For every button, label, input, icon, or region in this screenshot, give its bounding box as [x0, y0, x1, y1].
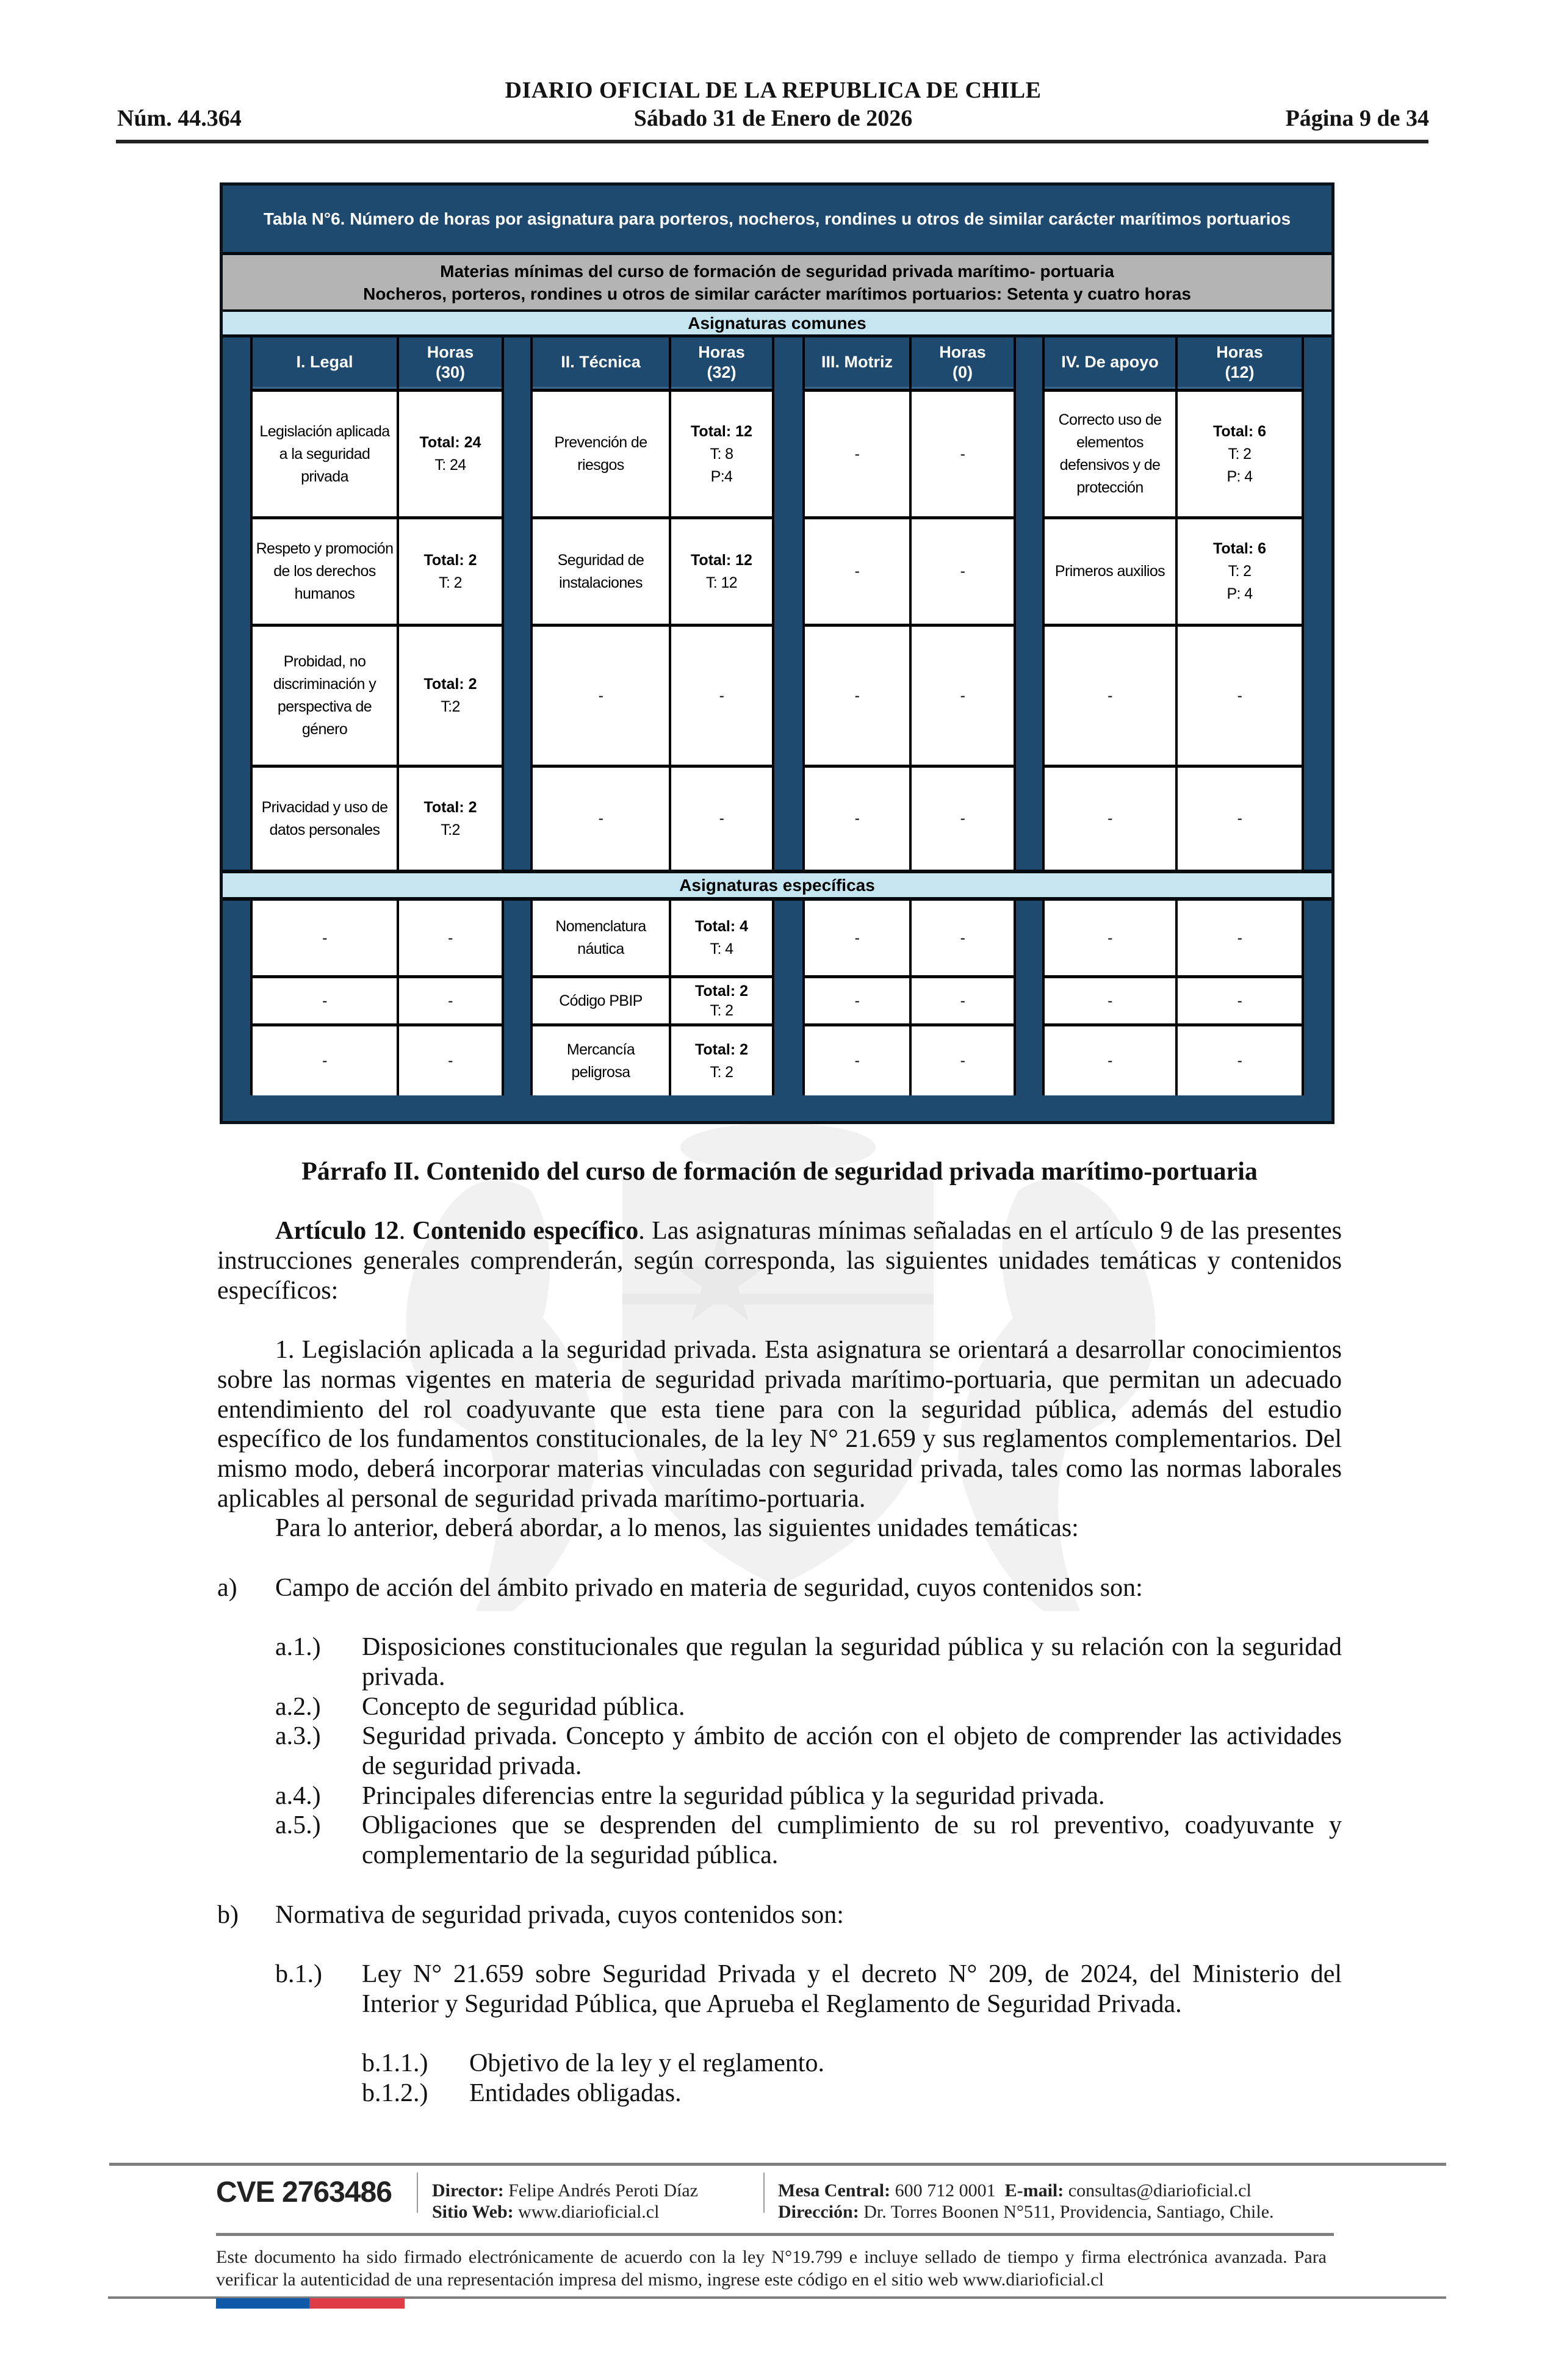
email-link[interactable]: consultas@diarioficial.cl	[1068, 2180, 1252, 2201]
sublist-b1	[217, 2049, 1342, 2108]
hours-breakdown: T: 2	[1228, 445, 1252, 463]
list-text: Campo de acción del ámbito privado en materia de seguridad, cuyos contenidos son:	[275, 1573, 1143, 1602]
flag-stripe-red	[309, 2298, 405, 2309]
page-indicator: Página 9 de 34	[1285, 106, 1429, 131]
hours-cell	[399, 1026, 502, 1095]
subject-cell: Legislación aplicada a la seguridad privada	[253, 392, 397, 516]
table-subtitle-line: Materias mínimas del curso de formación de seguridad privada marítimo- portuaria	[440, 261, 1114, 281]
sublist-a	[217, 1632, 1342, 1870]
hours-empty: -	[960, 810, 965, 827]
article-number: Artículo 12	[275, 1217, 399, 1246]
subject-cell: -	[805, 519, 909, 624]
subject-cell: -	[1045, 978, 1175, 1023]
footer-middle-rule	[216, 2233, 1334, 2236]
phone-number: 600 712 0001	[895, 2180, 996, 2201]
hours-total: Total: 2	[423, 798, 477, 816]
hours-cell	[399, 901, 502, 975]
hours-empty: -	[1237, 929, 1242, 947]
area-name: I. Legal	[296, 353, 353, 371]
hours-total: Total: 6	[1212, 422, 1267, 440]
area-name: II. Técnica	[561, 353, 641, 371]
hours-cell	[399, 392, 502, 516]
sublist-label: a.2.)	[275, 1692, 321, 1721]
hours-cell	[1178, 519, 1302, 624]
hours-empty: -	[960, 687, 965, 704]
column-header-area	[1045, 337, 1175, 389]
hours-cell	[1178, 901, 1302, 975]
hours-empty: -	[960, 1052, 965, 1069]
subject-cell: -	[533, 627, 669, 765]
subject-cell: Nomenclatura náutica	[533, 901, 669, 975]
hours-breakdown: T: 2	[1228, 563, 1252, 580]
subject-cell: -	[1045, 901, 1175, 975]
issue-date: Sábado 31 de Enero de 2026	[633, 106, 913, 131]
hours-total: Total: 12	[691, 551, 752, 569]
section-common-subjects: Asignaturas comunes	[223, 312, 1331, 334]
hours-cell	[399, 519, 502, 624]
sublist-item	[275, 1811, 1342, 1870]
subject-cell: Prevención de riesgos	[533, 392, 669, 516]
hours-empty: -	[719, 687, 724, 704]
hours-empty: -	[719, 810, 724, 827]
subject-cell: -	[805, 392, 909, 516]
hours-total: (12)	[1225, 362, 1255, 381]
subject-cell: Correcto uso de elementos defensivos y de protección	[1045, 392, 1175, 516]
hours-breakdown: T: 4	[710, 940, 733, 957]
area-group-motriz-specific	[802, 901, 1016, 1095]
hours-empty: -	[960, 929, 965, 947]
hours-cell	[1178, 1026, 1302, 1095]
footer-director-column	[432, 2180, 698, 2223]
website-link[interactable]: www.diarioficial.cl	[518, 2202, 660, 2222]
subject-cell: -	[253, 1026, 397, 1095]
hours-breakdown: T: 8	[710, 445, 733, 463]
sublist-item	[275, 1692, 1342, 1722]
email-label: E-mail:	[1004, 2180, 1064, 2201]
hours-breakdown: T:2	[441, 698, 460, 715]
hours-empty: -	[960, 445, 965, 463]
hours-cell	[1178, 768, 1302, 870]
subsublist-text: Objetivo de la ley y el reglamento.	[469, 2049, 824, 2077]
footer-separator	[417, 2173, 418, 2213]
hours-cell	[671, 901, 772, 975]
hours-breakdown: T: 2	[710, 1063, 733, 1081]
item-1-followup: Para lo anterior, deberá abordar, a lo menos, las siguientes unidades temáticas:	[275, 1514, 1079, 1543]
article-text: . Las asignaturas mínimas señaladas en el artículo 9 de las presentes instrucciones generales comprenderán, según corresponda, las siguientes unidades temáticas y contenidos específicos:	[217, 1217, 1342, 1305]
subject-cell: -	[1045, 768, 1175, 870]
sublist-text: Obligaciones que se desprenden del cumplimiento de su rol preventivo, coadyuvante y complementario de la seguridad pública.	[362, 1811, 1342, 1870]
area-group-tecnica-specific	[530, 901, 774, 1095]
address-line	[778, 2201, 1274, 2223]
area-group-de-apoyo-specific	[1042, 901, 1304, 1095]
area-group-legal-specific	[250, 901, 504, 1095]
hours-total: Total: 4	[694, 918, 749, 935]
phone-label: Mesa Central:	[778, 2180, 891, 2201]
subsublist-label: b.1.1.)	[362, 2049, 428, 2077]
footer-separator	[763, 2173, 765, 2213]
hours-cell	[671, 519, 772, 624]
area-group-tecnica	[530, 337, 774, 870]
hours-total: (32)	[707, 362, 737, 381]
section-heading: Párrafo II. Contenido del curso de formación de seguridad privada marítimo-portuaria	[301, 1158, 1258, 1186]
list-label: b)	[217, 1900, 239, 1929]
article-paragraph	[217, 1216, 1342, 1305]
hours-cell	[671, 768, 772, 870]
sublist-label: b.1.)	[275, 1960, 322, 1988]
sublist-b	[217, 1960, 1342, 2019]
hours-breakdown: T: 12	[705, 574, 738, 591]
hours-empty: -	[1237, 810, 1242, 827]
hours-empty: -	[448, 1052, 453, 1069]
hours-cell	[399, 768, 502, 870]
section-specific-subjects: Asignaturas específicas	[223, 873, 1331, 897]
column-header-area	[533, 337, 669, 389]
hours-empty: -	[1237, 687, 1242, 704]
director-line	[432, 2180, 698, 2201]
cve-code: CVE 2763486	[216, 2176, 392, 2209]
hours-cell	[912, 392, 1014, 516]
hours-cell	[1178, 627, 1302, 765]
hours-cell	[1178, 978, 1302, 1023]
hours-cell	[671, 978, 772, 1023]
hours-breakdown: T: 24	[434, 456, 466, 474]
subject-cell: Primeros auxilios	[1045, 519, 1175, 624]
list-label: a)	[217, 1573, 237, 1602]
hours-total: Total: 24	[419, 434, 481, 451]
subject-cell: -	[805, 627, 909, 765]
hours-cell	[912, 978, 1014, 1023]
numbered-item-1: 1. Legislación aplicada a la seguridad privada. Esta asignatura se orientará a desarrollar conocimientos sobre las normas vigentes en materia de seguridad privada marítimo-portuaria, que permitan un adecuado entendimiento del rol coadyuvante que esta tiene para con la seguridad pública, además del estudio específico de los fundamentos constitucionales, de la ley N° 21.659 y sus reglamentos complementarios. Del mismo modo, deberá incorporar materias vinculadas con seguridad privada, tales como las normas laborales aplicables al personal de seguridad privada marítimo-portuaria.	[217, 1336, 1342, 1513]
hours-total: Total: 12	[691, 422, 752, 440]
area-group-motriz	[802, 337, 1016, 870]
hours-cell	[912, 519, 1014, 624]
hours-table	[220, 182, 1334, 1124]
subject-cell: -	[805, 901, 909, 975]
article-title: Contenido específico	[412, 1217, 639, 1246]
hours-empty: -	[960, 563, 965, 580]
list-item-a	[217, 1573, 1342, 1603]
subject-cell: -	[1045, 1026, 1175, 1095]
subject-cell: Mercancía peligrosa	[533, 1026, 669, 1095]
address-text: Dr. Torres Boonen N°511, Providencia, Santiago, Chile.	[863, 2202, 1274, 2222]
hours-empty: -	[1237, 992, 1242, 1009]
hours-label: Horas	[1216, 342, 1263, 361]
sublist-item	[275, 1632, 1342, 1692]
flag-stripe-blue	[216, 2298, 309, 2309]
hours-label: Horas	[698, 342, 745, 361]
hours-total: Total: 6	[1212, 540, 1267, 557]
subject-cell: -	[805, 768, 909, 870]
subsublist-text: Entidades obligadas.	[469, 2079, 682, 2107]
hours-breakdown: P:4	[710, 467, 733, 485]
hours-empty: -	[448, 929, 453, 947]
hours-cell	[671, 627, 772, 765]
signature-disclaimer: Este documento ha sido firmado electrónicamente de acuerdo con la ley N°19.799 e incluye sellado de tiempo y firma electrónica avanzada. Para verificar la autenticidad de una representación impresa del mismo, ingrese este código en el sitio web www.diarioficial.cl	[216, 2247, 1327, 2290]
hours-breakdown: P: 4	[1226, 585, 1253, 602]
hours-cell	[671, 392, 772, 516]
table-subtitle	[223, 255, 1331, 309]
footer-contact-column	[778, 2180, 1274, 2223]
subject-cell: -	[253, 978, 397, 1023]
area-group-legal	[250, 337, 504, 870]
hours-total: (30)	[435, 362, 465, 381]
hours-cell	[912, 627, 1014, 765]
hours-empty: -	[448, 992, 453, 1009]
hours-total: Total: 2	[423, 676, 477, 693]
issue-number: Núm. 44.364	[117, 106, 242, 131]
subject-cell: Código PBIP	[533, 978, 669, 1023]
publication-title: DIARIO OFICIAL DE LA REPUBLICA DE CHILE	[505, 78, 1042, 103]
sublist-label: a.4.)	[275, 1781, 321, 1810]
subject-cell: Privacidad y uso de datos personales	[253, 768, 397, 870]
column-header-hours	[671, 337, 772, 389]
sublist-label: a.5.)	[275, 1811, 321, 1840]
sublist-item	[275, 1781, 1342, 1811]
hours-cell	[399, 627, 502, 765]
hours-breakdown: T:2	[441, 821, 460, 838]
sublist-text: Principales diferencias entre la seguridad pública y la seguridad privada.	[362, 1781, 1105, 1810]
hours-total: Total: 2	[423, 551, 477, 569]
sublist-label: a.3.)	[275, 1722, 321, 1751]
hours-label: Horas	[939, 342, 986, 361]
hours-breakdown: T: 2	[710, 1002, 733, 1019]
hours-cell	[912, 1026, 1014, 1095]
website-label: Sitio Web:	[432, 2202, 514, 2222]
header-rule	[116, 140, 1428, 143]
column-header-hours	[912, 337, 1014, 389]
website-line	[432, 2201, 698, 2223]
sublist-text: Ley N° 21.659 sobre Seguridad Privada y el decreto N° 209, de 2024, del Ministerio del Interior y Seguridad Pública, que Aprueba el Reglamento de Seguridad Privada.	[362, 1960, 1342, 2018]
hours-cell	[399, 978, 502, 1023]
column-header-hours	[1178, 337, 1302, 389]
hours-cell	[1178, 392, 1302, 516]
area-group-de-apoyo	[1042, 337, 1304, 870]
hours-label: Horas	[427, 342, 474, 361]
column-header-area	[253, 337, 397, 389]
sublist-item	[275, 1722, 1342, 1781]
subsublist-item	[362, 2079, 1342, 2108]
hours-total: (0)	[953, 362, 973, 381]
sublist-text: Disposiciones constitucionales que regulan la seguridad pública y su relación con la seguridad privada.	[362, 1633, 1342, 1691]
sublist-text: Concepto de seguridad pública.	[362, 1692, 685, 1721]
column-header-hours	[399, 337, 502, 389]
header-info-row	[117, 105, 1429, 132]
subject-cell: -	[533, 768, 669, 870]
hours-cell	[912, 768, 1014, 870]
hours-empty: -	[1237, 1052, 1242, 1069]
subject-cell: -	[805, 978, 909, 1023]
table-subtitle-line: Nocheros, porteros, rondines u otros de similar carácter marítimos portuarios: Setenta y cuatro horas	[363, 284, 1191, 303]
subject-cell: Respeto y promoción de los derechos humanos	[253, 519, 397, 624]
hours-cell	[671, 1026, 772, 1095]
footer-top-rule	[109, 2163, 1446, 2166]
subject-cell: -	[1045, 627, 1175, 765]
subject-cell: -	[253, 901, 397, 975]
hours-breakdown: P: 4	[1226, 467, 1253, 485]
article-separator: .	[398, 1217, 412, 1246]
list-text: Normativa de seguridad privada, cuyos contenidos son:	[275, 1900, 844, 1929]
subsublist-label: b.1.2.)	[362, 2079, 428, 2107]
subject-cell: -	[805, 1026, 909, 1095]
hours-total: Total: 2	[694, 1040, 749, 1058]
hours-cell	[912, 901, 1014, 975]
document-body	[217, 1157, 1342, 2108]
sublist-label: a.1.)	[275, 1633, 321, 1662]
director-name: Felipe Andrés Peroti Díaz	[508, 2180, 698, 2201]
sublist-item	[275, 1960, 1342, 2019]
sublist-text: Seguridad privada. Concepto y ámbito de acción con el objeto de comprender las actividades de seguridad privada.	[362, 1722, 1342, 1780]
list-item-b	[217, 1900, 1342, 1930]
subject-cell: Probidad, no discriminación y perspectiva de género	[253, 627, 397, 765]
hours-empty: -	[960, 992, 965, 1009]
area-name: IV. De apoyo	[1061, 353, 1159, 371]
column-header-area	[805, 337, 909, 389]
hours-breakdown: T: 2	[439, 574, 462, 591]
director-label: Director:	[432, 2180, 504, 2201]
address-label: Dirección:	[778, 2202, 859, 2222]
contact-line	[778, 2180, 1274, 2201]
area-name: III. Motriz	[821, 353, 893, 371]
subject-cell: Seguridad de instalaciones	[533, 519, 669, 624]
table-title: Tabla N°6. Número de horas por asignatura para porteros, nocheros, rondines u otros de similar carácter marítimos portuarios	[263, 209, 1291, 228]
subsublist-item	[362, 2049, 1342, 2079]
hours-total: Total: 2	[694, 983, 749, 1000]
